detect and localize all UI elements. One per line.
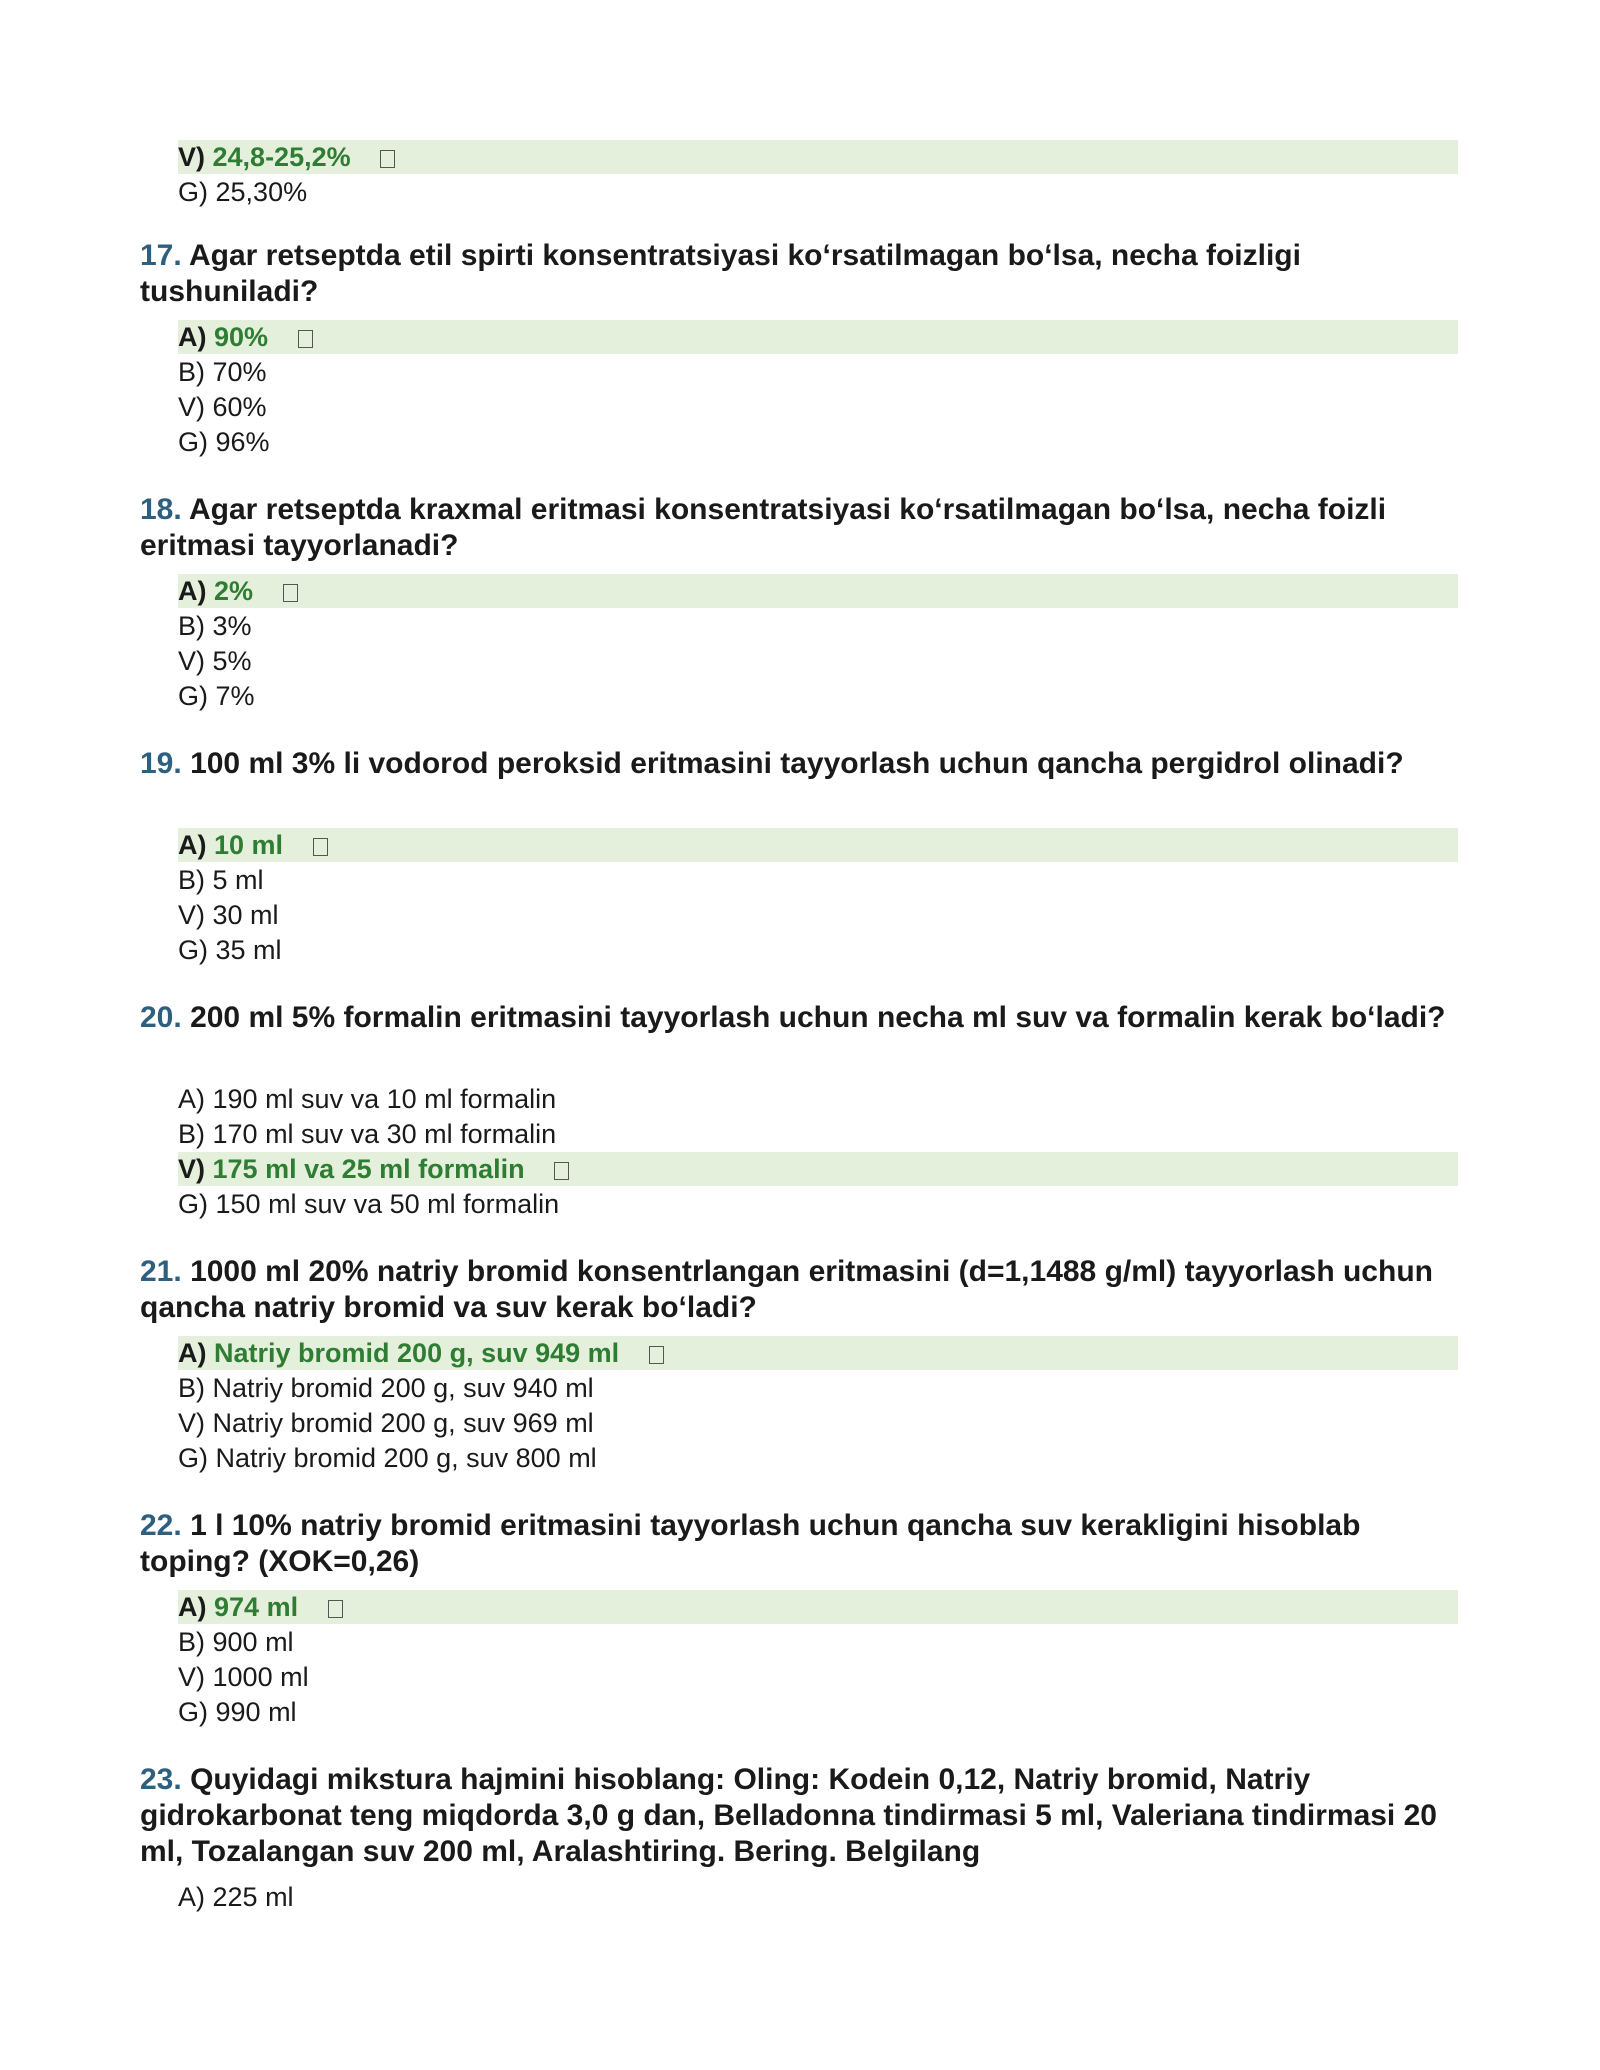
question-text: Agar retseptda etil spirti konsentratsiyasi ko‘rsatilmagan bo‘lsa, necha foizligi tushuniladi? <box>140 239 1301 308</box>
option-letter: G) <box>178 427 208 457</box>
question-23 <box>140 1762 1470 1870</box>
option-21-g <box>178 1441 1458 1475</box>
option-text: 5% <box>212 646 252 676</box>
option-letter: A) <box>178 322 207 352</box>
option-22-b <box>178 1625 1458 1659</box>
option-text: Natriy bromid 200 g, suv 969 ml <box>212 1408 594 1438</box>
option-letter: A) <box>178 1338 207 1368</box>
option-20-g <box>178 1187 1458 1221</box>
option-18-b <box>178 609 1458 643</box>
question-19 <box>140 746 1470 782</box>
checkbox-icon <box>380 150 395 168</box>
option-letter: G) <box>178 935 208 965</box>
option-letter: B) <box>178 357 205 387</box>
option-letter: G) <box>178 177 208 207</box>
question-text: 200 ml 5% formalin eritmasini tayyorlash uchun necha ml suv va formalin kerak bo‘ladi? <box>190 1001 1446 1034</box>
question-text: 1 l 10% natriy bromid eritmasini tayyorlash uchun qancha suv kerakligini hisoblab toping? (XOK=0,26) <box>140 1509 1361 1578</box>
checkbox-icon <box>313 838 328 856</box>
option-letter: B) <box>178 1119 205 1149</box>
checkbox-icon <box>649 1346 664 1364</box>
option-text: 974 ml <box>214 1592 299 1622</box>
option-17-a <box>178 320 1458 354</box>
option-letter: A) <box>178 576 207 606</box>
question-number: 17. <box>140 239 182 272</box>
option-22-g <box>178 1695 1458 1729</box>
option-20-b <box>178 1117 1458 1151</box>
option-text: 190 ml suv va 10 ml formalin <box>212 1084 557 1114</box>
option-letter: B) <box>178 611 205 641</box>
option-21-a <box>178 1336 1458 1370</box>
option-text: 30 ml <box>212 900 279 930</box>
option-letter: G) <box>178 681 208 711</box>
option-letter: B) <box>178 1373 205 1403</box>
option-22-v <box>178 1660 1458 1694</box>
option-18-g <box>178 679 1458 713</box>
option-20-v <box>178 1152 1458 1186</box>
option-23-a <box>178 1880 1458 1914</box>
option-text: 170 ml suv va 30 ml formalin <box>212 1119 557 1149</box>
option-letter: V) <box>178 142 205 172</box>
option-19-g <box>178 933 1458 967</box>
question-21 <box>140 1254 1470 1326</box>
option-20-a <box>178 1082 1458 1116</box>
option-letter: V) <box>178 1408 205 1438</box>
question-number: 22. <box>140 1509 182 1542</box>
option-text: 990 ml <box>215 1697 297 1727</box>
option-letter: V) <box>178 646 205 676</box>
question-number: 23. <box>140 1763 182 1796</box>
option-18-v <box>178 644 1458 678</box>
question-text: 1000 ml 20% natriy bromid konsentrlangan eritmasini (d=1,1488 g/ml) tayyorlash uchun qancha natriy bromid va suv kerak bo‘ladi? <box>140 1255 1433 1324</box>
question-number: 21. <box>140 1255 182 1288</box>
option-text: 90% <box>214 322 269 352</box>
question-number: 20. <box>140 1001 182 1034</box>
question-number: 19. <box>140 747 182 780</box>
option-16-g <box>178 175 1458 209</box>
option-text: 175 ml va 25 ml formalin <box>212 1154 525 1184</box>
question-17 <box>140 238 1470 310</box>
option-letter: V) <box>178 900 205 930</box>
option-text: Natriy bromid 200 g, suv 949 ml <box>214 1338 620 1368</box>
option-text: 7% <box>215 681 255 711</box>
option-text: 3% <box>212 611 252 641</box>
question-text: Agar retseptda kraxmal eritmasi konsentratsiyasi ko‘rsatilmagan bo‘lsa, necha foizli eritmasi tayyorlanadi? <box>140 493 1387 562</box>
option-letter: G) <box>178 1443 208 1473</box>
option-letter: A) <box>178 1882 205 1912</box>
option-text: 5 ml <box>212 865 264 895</box>
option-letter: G) <box>178 1189 208 1219</box>
option-text: 25,30% <box>215 177 308 207</box>
question-18 <box>140 492 1470 564</box>
option-text: 2% <box>214 576 254 606</box>
option-letter: A) <box>178 1084 205 1114</box>
option-letter: B) <box>178 865 205 895</box>
option-text: 150 ml suv va 50 ml formalin <box>215 1189 560 1219</box>
option-letter: V) <box>178 1154 205 1184</box>
question-20 <box>140 1000 1470 1036</box>
option-text: 225 ml <box>212 1882 294 1912</box>
option-letter: G) <box>178 1697 208 1727</box>
option-19-a <box>178 828 1458 862</box>
option-letter: A) <box>178 1592 207 1622</box>
option-text: 96% <box>215 427 270 457</box>
option-text: 35 ml <box>215 935 282 965</box>
option-letter: B) <box>178 1627 205 1657</box>
option-17-b <box>178 355 1458 389</box>
option-19-v <box>178 898 1458 932</box>
checkbox-icon <box>298 330 313 348</box>
option-16-v <box>178 140 1458 174</box>
option-text: 900 ml <box>212 1627 294 1657</box>
checkbox-icon <box>328 1600 343 1618</box>
option-letter: A) <box>178 830 207 860</box>
option-21-b <box>178 1371 1458 1405</box>
option-text: 24,8-25,2% <box>212 142 351 172</box>
checkbox-icon <box>283 584 298 602</box>
option-19-b <box>178 863 1458 897</box>
option-letter: V) <box>178 1662 205 1692</box>
option-17-g <box>178 425 1458 459</box>
option-21-v <box>178 1406 1458 1440</box>
question-text: 100 ml 3% li vodorod peroksid eritmasini tayyorlash uchun qancha pergidrol olinadi? <box>190 747 1404 780</box>
option-text: 60% <box>212 392 267 422</box>
option-text: Natriy bromid 200 g, suv 800 ml <box>215 1443 597 1473</box>
option-text: 1000 ml <box>212 1662 309 1692</box>
question-22 <box>140 1508 1470 1580</box>
question-number: 18. <box>140 493 182 526</box>
option-17-v <box>178 390 1458 424</box>
option-letter: V) <box>178 392 205 422</box>
question-text: Quyidagi mikstura hajmini hisoblang: Oling: Kodein 0,12, Natriy bromid, Natriy gidrokarbonat teng miqdorda 3,0 g dan, Belladonna tindirmasi 5 ml, Valeriana tindirmasi 20 ml, Tozalangan suv 200 ml, Aralashtiring. Bering. Belgilang <box>140 1763 1437 1868</box>
checkbox-icon <box>554 1162 569 1180</box>
option-text: 70% <box>212 357 267 387</box>
option-text: 10 ml <box>214 830 284 860</box>
option-18-a <box>178 574 1458 608</box>
option-22-a <box>178 1590 1458 1624</box>
option-text: Natriy bromid 200 g, suv 940 ml <box>212 1373 594 1403</box>
